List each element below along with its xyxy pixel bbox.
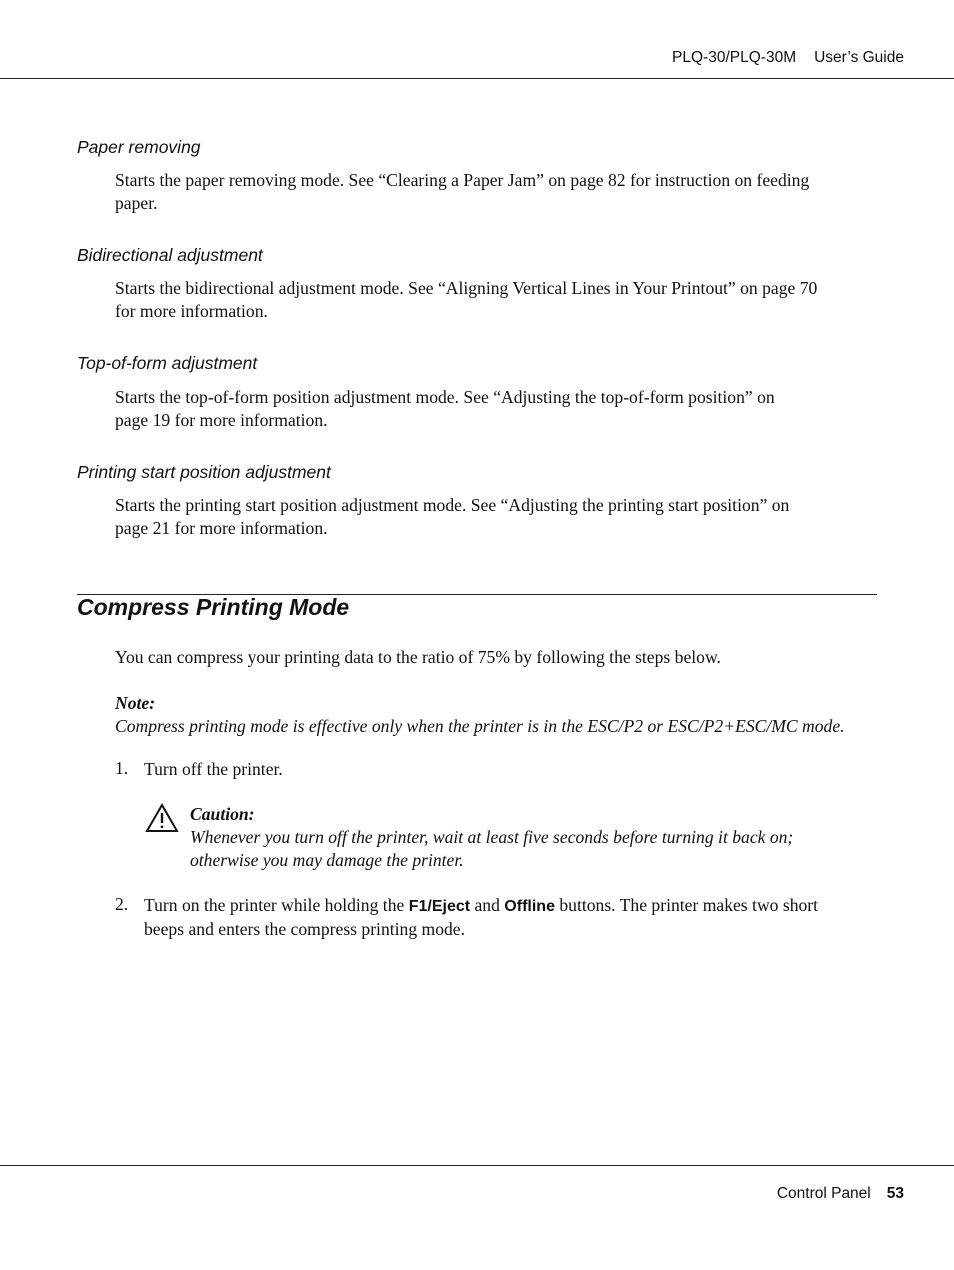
paragraph-line: Starts the printing start position adjustment mode. See “Adjusting the printing start position” on	[115, 495, 790, 515]
step-line: beeps and enters the compress printing mode.	[144, 919, 466, 939]
footer-rule	[0, 1165, 954, 1166]
step-text: Turn off the printer.	[144, 759, 283, 779]
caution-line: Whenever you turn off the printer, wait at least five seconds before turning it back on;	[190, 827, 794, 847]
step-text-segment: Turn on the printer while holding the	[144, 895, 405, 915]
button-name-f1-eject: F1/Eject	[408, 898, 471, 915]
paragraph-line: paper.	[115, 193, 158, 213]
header-rule	[0, 78, 954, 79]
heading-paper-removing: Paper removing	[77, 137, 201, 157]
section-title: Compress Printing Mode	[77, 594, 350, 620]
heading-printing-start-position-adjustment: Printing start position adjustment	[77, 462, 331, 482]
step-text	[144, 894, 884, 941]
warning-triangle-icon	[145, 803, 179, 833]
note-label: Note:	[115, 693, 156, 713]
page-header	[672, 49, 904, 67]
header-product: PLQ-30/PLQ-30M	[672, 49, 797, 66]
caution-block	[190, 803, 880, 872]
compress-intro: You can compress your printing data to the ratio of 75% by following the steps below.	[115, 647, 721, 667]
paragraph-bidirectional-adjustment	[115, 277, 880, 323]
footer-section-name: Control Panel	[776, 1185, 871, 1202]
step-text-segment: and	[474, 895, 500, 915]
step-number: 2.	[115, 894, 129, 914]
button-name-offline: Offline	[504, 898, 555, 915]
heading-top-of-form-adjustment: Top-of-form adjustment	[77, 353, 258, 373]
step-line	[144, 894, 884, 918]
heading-bidirectional-adjustment: Bidirectional adjustment	[77, 245, 263, 265]
paragraph-line: Starts the paper removing mode. See “Clearing a Paper Jam” on page 82 for instruction on feeding	[115, 170, 810, 190]
page-number: 53	[886, 1185, 904, 1202]
paragraph-line: page 21 for more information.	[115, 518, 328, 538]
paragraph-line: for more information.	[115, 301, 268, 321]
step-text-segment: buttons. The printer makes two short	[559, 895, 819, 915]
paragraph-paper-removing	[115, 169, 880, 215]
paragraph-printing-start-position-adjustment	[115, 494, 880, 540]
paragraph-line: Starts the top-of-form position adjustment mode. See “Adjusting the top-of-form position” on	[115, 387, 775, 407]
paragraph-line: Starts the bidirectional adjustment mode. See “Aligning Vertical Lines in Your Printout” on page 70	[115, 278, 818, 298]
step-number: 1.	[115, 758, 129, 778]
header-guide-title: User’s Guide	[814, 49, 904, 66]
note-block	[115, 692, 880, 738]
page-footer	[777, 1185, 904, 1203]
caution-line: otherwise you may damage the printer.	[190, 850, 464, 870]
note-body: Compress printing mode is effective only when the printer is in the ESC/P2 or ESC/P2+ESC/MC mode.	[115, 716, 845, 736]
paragraph-top-of-form-adjustment	[115, 386, 880, 432]
paragraph-line: page 19 for more information.	[115, 410, 328, 430]
caution-label: Caution:	[190, 804, 255, 824]
